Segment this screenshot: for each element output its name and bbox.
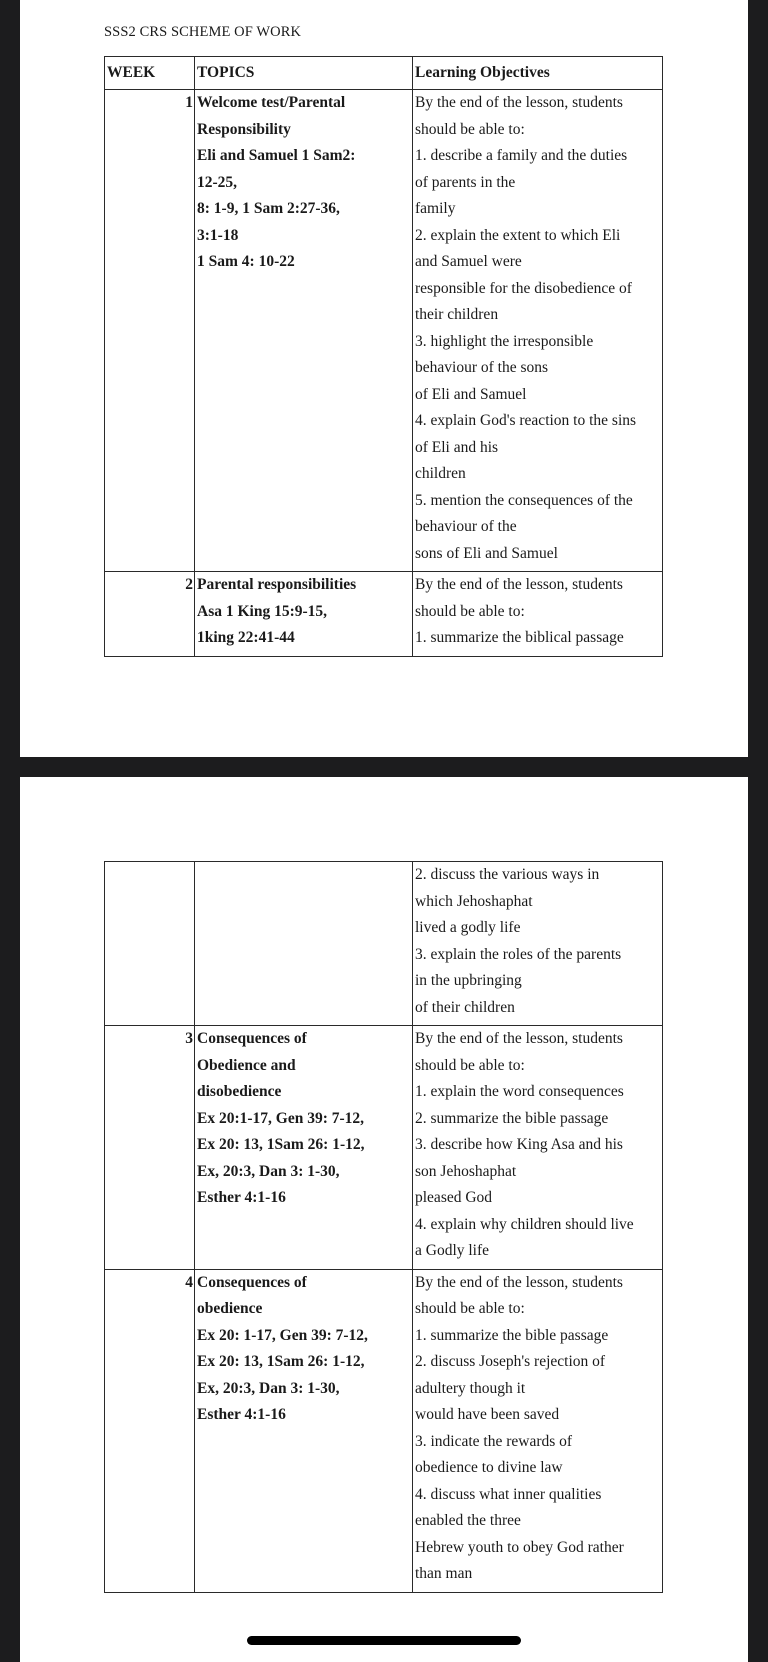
- topic-line: Eli and Samuel 1 Sam2:: [197, 147, 356, 164]
- objective-line: a Godly life: [415, 1242, 490, 1259]
- objective-line: of Eli and Samuel: [415, 385, 527, 403]
- objective-line: would have been saved: [415, 1406, 560, 1423]
- topic-line: 1 Sam 4: 10-22: [197, 253, 295, 270]
- objective-line: 5. mention the consequences of the: [415, 491, 633, 509]
- topic-line: Parental responsibilities: [197, 576, 357, 593]
- topic-line: Welcome test/Parental: [197, 94, 346, 111]
- week-cell: 4: [105, 1269, 195, 1592]
- objective-line: son Jehoshaphat: [415, 1162, 517, 1180]
- objective-line: By the end of the lesson, students: [415, 1273, 623, 1291]
- objective-line: 2. summarize the bible passage: [415, 1109, 609, 1127]
- objectives-cell: [413, 862, 663, 1026]
- topic-line: Esther 4:1-16: [197, 1406, 286, 1423]
- topic-cell: [195, 1026, 413, 1270]
- objective-line: should be able to:: [415, 1300, 525, 1317]
- objective-line: 2. explain the extent to which Eli: [415, 226, 621, 244]
- objective-line: 1. summarize the bible passage: [415, 1326, 609, 1344]
- topic-cell: [195, 90, 413, 572]
- objective-line: responsible for the disobedience of: [415, 279, 632, 297]
- topic-line: Consequences of: [197, 1030, 307, 1047]
- table-row: [105, 90, 663, 572]
- topic-line: obedience: [197, 1300, 263, 1317]
- objective-line: children: [415, 465, 466, 482]
- topic-line: Obedience and: [197, 1056, 296, 1074]
- topic-line: Ex, 20:3, Dan 3: 1-30,: [197, 1162, 340, 1180]
- objective-line: 3. explain the roles of the parents: [415, 945, 622, 963]
- topics-column-header: TOPICS: [195, 57, 413, 90]
- home-indicator-bar[interactable]: [247, 1636, 521, 1645]
- objective-line: 3. highlight the irresponsible: [415, 332, 594, 350]
- table-row: [105, 862, 663, 1026]
- objectives-column-header: Learning Objectives: [413, 57, 663, 90]
- table-row: [105, 1026, 663, 1270]
- objectives-cell: [413, 572, 663, 657]
- objective-line: which Jehoshaphat: [415, 892, 533, 910]
- topic-line: disobedience: [197, 1083, 282, 1100]
- objective-line: of parents in the: [415, 173, 516, 191]
- objective-line: in the upbringing: [415, 972, 522, 989]
- objectives-cell: [413, 1269, 663, 1592]
- objective-line: 2. discuss Joseph's rejection of: [415, 1353, 606, 1370]
- document-title: SSS2 CRS SCHEME OF WORK: [104, 24, 302, 40]
- topic-line: 3:1-18: [197, 226, 239, 244]
- objective-line: obedience to divine law: [415, 1459, 563, 1476]
- objective-line: 1. summarize the biblical passage: [415, 629, 624, 646]
- document-page-1: [20, 0, 748, 757]
- objective-line: 4. discuss what inner qualities: [415, 1485, 602, 1503]
- objective-line: 4. explain why children should live: [415, 1215, 634, 1233]
- topic-cell: [195, 572, 413, 657]
- objective-line: By the end of the lesson, students: [415, 1030, 623, 1047]
- objective-line: than man: [415, 1565, 473, 1582]
- topic-line: 1king 22:41-44: [197, 629, 295, 646]
- objective-line: 3. describe how King Asa and his: [415, 1136, 623, 1153]
- topic-line: 12-25,: [197, 173, 238, 191]
- objective-line: By the end of the lesson, students: [415, 576, 623, 593]
- objective-line: enabled the three: [415, 1512, 521, 1529]
- objective-line: behaviour of the sons: [415, 359, 549, 376]
- table-body-page-1: [105, 90, 663, 657]
- topic-cell: [195, 1269, 413, 1592]
- week-cell: 2: [105, 572, 195, 657]
- week-cell: 1: [105, 90, 195, 572]
- week-column-header: WEEK: [105, 57, 195, 90]
- objective-line: 3. indicate the rewards of: [415, 1432, 573, 1450]
- table-row: [105, 572, 663, 657]
- objective-line: 1. describe a family and the duties: [415, 147, 628, 164]
- objective-line: and Samuel were: [415, 253, 522, 270]
- table-body-page-2: [105, 862, 663, 1593]
- topic-line: Consequences of: [197, 1273, 307, 1291]
- topic-line: 8: 1-9, 1 Sam 2:27-36,: [197, 200, 340, 217]
- table-header-row: [105, 57, 663, 90]
- topic-line: Ex 20: 1-17, Gen 39: 7-12,: [197, 1326, 368, 1344]
- topic-cell: [195, 862, 413, 1026]
- week-cell: [105, 862, 195, 1026]
- week-cell: 3: [105, 1026, 195, 1270]
- table-row: [105, 1269, 663, 1592]
- topic-line: Ex 20: 13, 1Sam 26: 1-12,: [197, 1353, 365, 1370]
- objective-line: behaviour of the: [415, 518, 517, 535]
- topic-line: Ex 20: 13, 1Sam 26: 1-12,: [197, 1136, 365, 1153]
- objectives-cell: [413, 1026, 663, 1270]
- objective-line: their children: [415, 306, 499, 323]
- objective-line: pleased God: [415, 1189, 493, 1206]
- objective-line: sons of Eli and Samuel: [415, 544, 558, 562]
- scheme-of-work-table-page-1: [104, 56, 663, 657]
- objective-line: adultery though it: [415, 1379, 526, 1397]
- objective-line: lived a godly life: [415, 919, 521, 936]
- topic-line: Ex, 20:3, Dan 3: 1-30,: [197, 1379, 340, 1397]
- objective-line: of their children: [415, 998, 515, 1016]
- objective-line: 1. explain the word consequences: [415, 1083, 624, 1100]
- topic-line: Ex 20:1-17, Gen 39: 7-12,: [197, 1109, 365, 1127]
- objective-line: should be able to:: [415, 1056, 525, 1074]
- scheme-of-work-table-page-2: [104, 861, 663, 1593]
- objectives-cell: [413, 90, 663, 572]
- objective-line: should be able to:: [415, 120, 525, 138]
- objective-line: of Eli and his: [415, 438, 499, 456]
- objective-line: 2. discuss the various ways in: [415, 866, 600, 883]
- topic-line: Asa 1 King 15:9-15,: [197, 602, 328, 620]
- objective-line: Hebrew youth to obey God rather: [415, 1538, 624, 1556]
- objective-line: family: [415, 200, 456, 217]
- document-page-2: [20, 777, 748, 1662]
- objective-line: By the end of the lesson, students: [415, 94, 623, 111]
- topic-line: Esther 4:1-16: [197, 1189, 286, 1206]
- objective-line: 4. explain God's reaction to the sins: [415, 412, 637, 429]
- objective-line: should be able to:: [415, 602, 525, 620]
- topic-line: Responsibility: [197, 120, 291, 138]
